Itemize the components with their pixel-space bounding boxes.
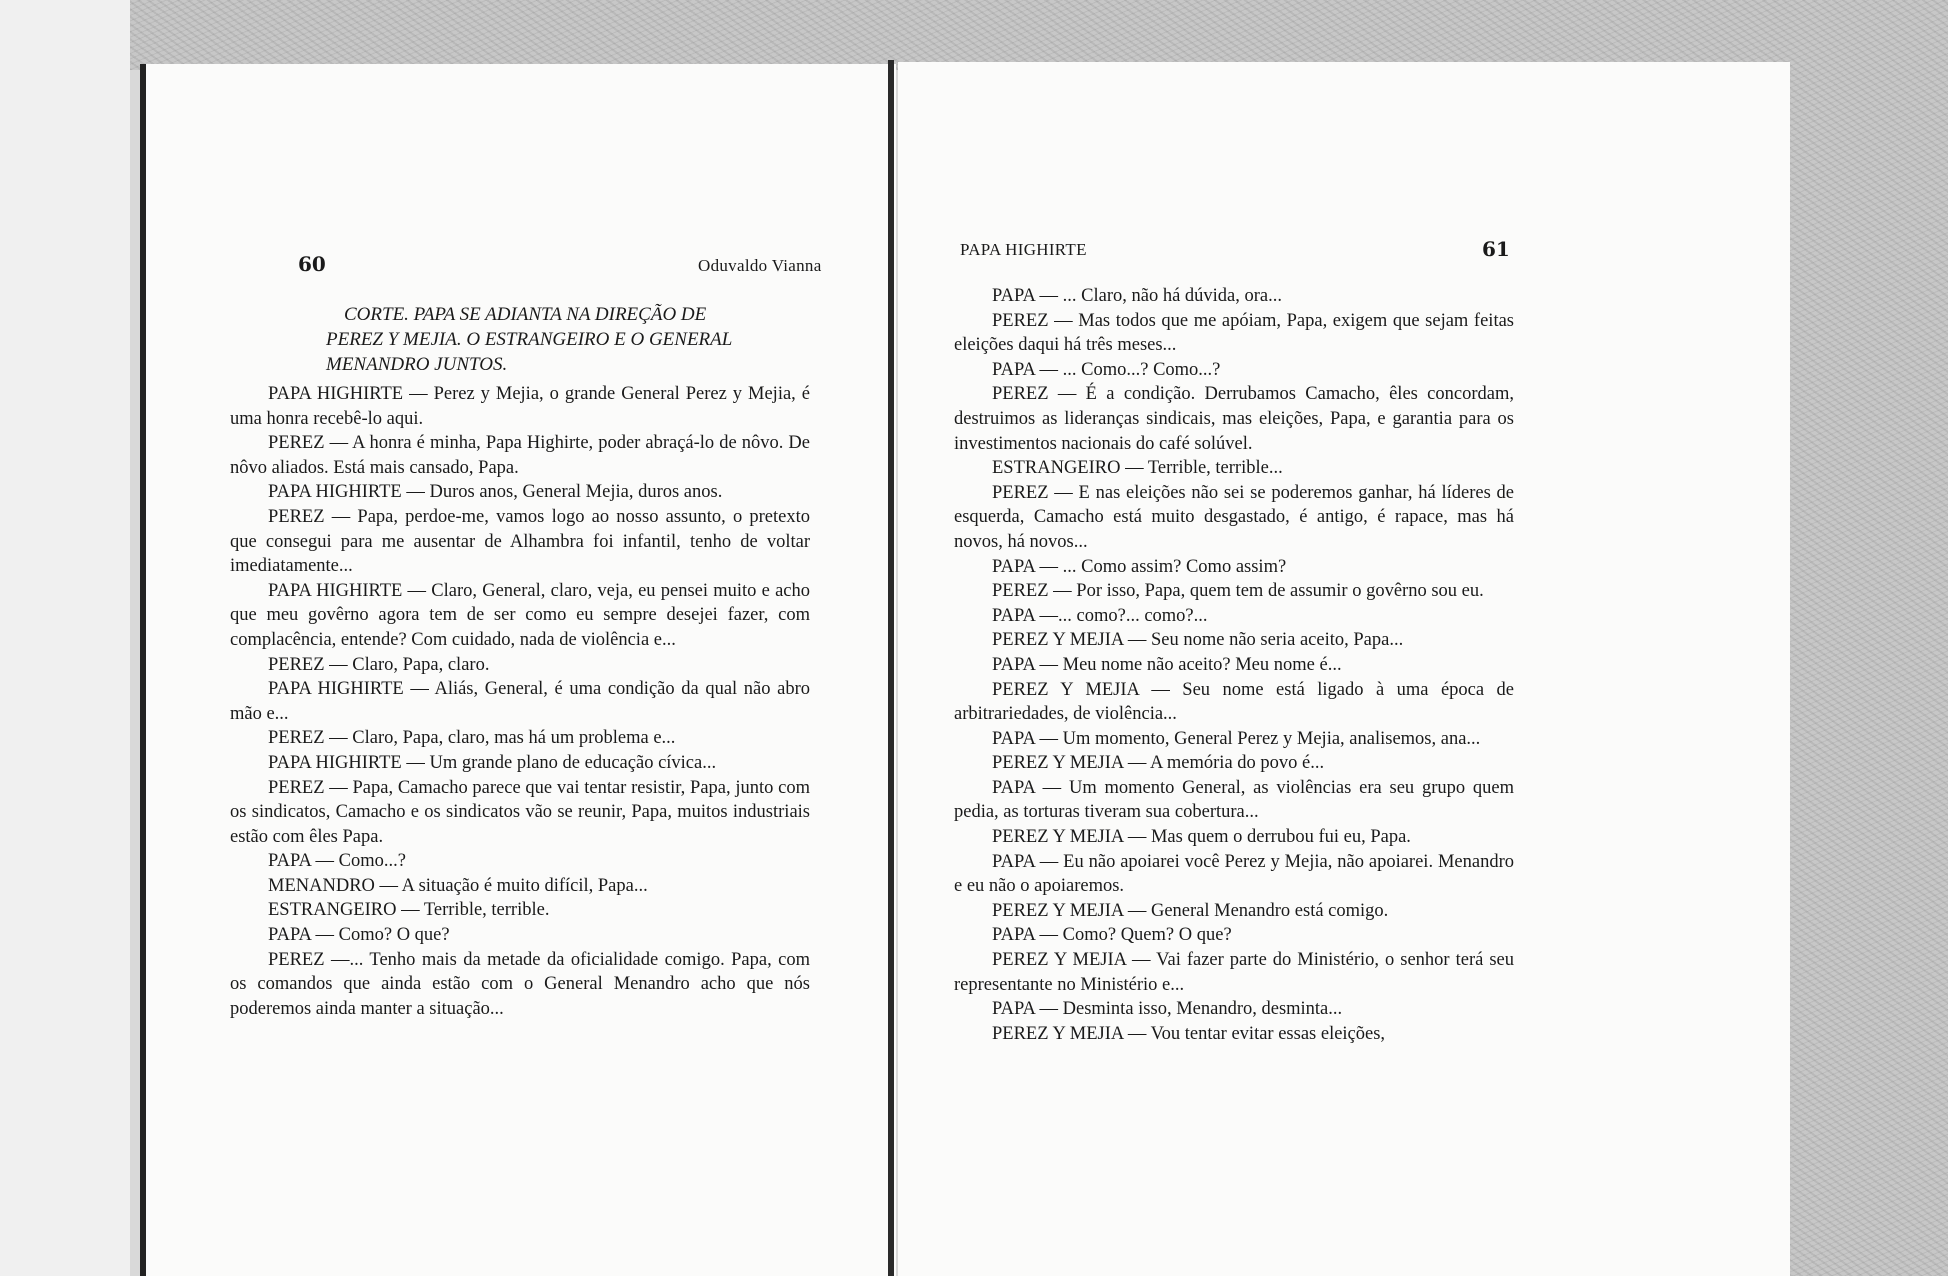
stage-line: MENANDRO JUNTOS. [326,354,508,375]
dialogue-paragraph: PEREZ — Papa, perdoe-me, vamos logo ao nosso assunto, o pretexto que consegui para me ausentar de Alhambra foi infantil, tenho de voltar imediatamente... [230,506,810,577]
dialogue-paragraph: PAPA — Meu nome não aceito? Meu nome é... [992,654,1342,675]
dialogue-paragraph: PEREZ Y MEJIA — Seu nome está ligado à uma época de arbitrariedades, de violência... [954,679,1514,725]
dialogue-paragraph: ESTRANGEIRO — Terrible, terrible... [992,458,1283,479]
right-running-head: PAPA HIGHIRTE [960,240,1087,259]
left-running-head: Oduvaldo Vianna [698,256,822,275]
dialogue-paragraph: PEREZ — A honra é minha, Papa Highirte, poder abraçá-lo de nôvo. De nôvo aliados. Está mais cansado, Papa. [230,433,810,478]
scan-noise-right [1790,0,1948,1276]
dialogue-paragraph: PAPA — Como...? [268,851,406,872]
dialogue-paragraph: PEREZ —... Tenho mais da metade da oficialidade comigo. Papa, com os comandos que ainda estão com o General Menandro acho que nós poderemos ainda manter a situação... [230,949,810,1019]
dialogue-paragraph: PAPA — ... Claro, não há dúvida, ora... [992,286,1283,306]
dialogue-paragraph: MENANDRO — A situação é muito difícil, Papa... [268,875,648,896]
dialogue-paragraph: PAPA — Desminta isso, Menandro, desminta... [992,999,1343,1020]
left-page-number: 60 [298,252,326,276]
dialogue-paragraph: PAPA — ... Como assim? Como assim? [992,556,1287,577]
dialogue-paragraph: PEREZ — Por isso, Papa, quem tem de assumir o govêrno sou eu. [992,581,1484,602]
dialogue-paragraph: PAPA HIGHIRTE — Perez y Mejia, o grande General Perez y Mejia, é uma honra recebê-lo aqui. [230,384,810,429]
dialogue-paragraph: PAPA HIGHIRTE — Duros anos, General Mejia, duros anos. [268,482,723,503]
left-page [140,64,896,1276]
right-page [898,62,1790,1276]
dialogue-paragraph: PEREZ Y MEJIA — Mas quem o derrubou fui eu, Papa. [992,827,1411,848]
dialogue-paragraph: PEREZ Y MEJIA — A memória do povo é... [992,753,1325,774]
dialogue-paragraph: PAPA — Como? O que? [268,925,450,946]
right-page-dialogue [954,284,1514,1046]
dialogue-paragraph: PEREZ Y MEJIA — Vai fazer parte do Ministério, o senhor terá seu representante no Ministério e... [954,950,1514,995]
dialogue-paragraph: PAPA HIGHIRTE — Um grande plano de educação cívica... [268,752,717,773]
dialogue-paragraph: ESTRANGEIRO — Terrible, terrible. [268,900,550,921]
dialogue-paragraph: PAPA HIGHIRTE — Claro, General, claro, veja, eu pensei muito e acho que meu govêrno agora tem de ser como eu sempre desejei fazer, com complacência, entende? Com cuidado, nada de violência e... [230,580,810,650]
left-page-dialogue [230,382,810,1021]
dialogue-paragraph: PEREZ — Mas todos que me apóiam, Papa, exigem que sejam feitas eleições daqui há três meses... [954,310,1514,356]
right-page-number: 61 [1482,237,1510,261]
dialogue-paragraph: PAPA — ... Como...? Como...? [992,359,1221,380]
dialogue-paragraph: PAPA — Um momento, General Perez y Mejia, analisemos, ana... [992,728,1481,749]
dialogue-paragraph: PAPA — Eu não apoiarei você Perez y Mejia, não apoiarei. Menandro e eu não o apoiaremos. [954,851,1514,897]
dialogue-paragraph: PAPA — Como? Quem? O que? [992,925,1232,946]
dialogue-paragraph: PAPA — Um momento General, as violências era seu grupo quem pedia, as torturas tiveram sua cobertura... [954,777,1514,823]
dialogue-paragraph: PEREZ — Papa, Camacho parece que vai tentar resistir, Papa, junto com os sindicatos, Camacho e os sindicatos vão se reunir, Papa, muitos industriais estão com êles Papa. [230,777,810,847]
stage-direction [326,302,866,377]
dialogue-paragraph: PEREZ Y MEJIA — Vou tentar evitar essas eleições, [992,1023,1386,1044]
dialogue-paragraph: PEREZ — Claro, Papa, claro. [268,654,490,675]
dialogue-paragraph: PAPA —... como?... como?... [992,605,1208,626]
dialogue-paragraph: PEREZ — Claro, Papa, claro, mas há um problema e... [268,728,676,749]
scan-margin-left [0,0,130,1276]
book-spine [888,60,894,1276]
dialogue-paragraph: PEREZ — É a condição. Derrubamos Camacho, êles concordam, destruimos as lideranças sindicais, mas eleições, Papa, e garantia para os investimentos nacionais do café solúvel. [954,384,1514,454]
scan-noise-top [0,0,1948,70]
stage-line: PEREZ Y MEJIA. O ESTRANGEIRO E O GENERAL [326,329,733,350]
dialogue-paragraph: PEREZ — E nas eleições não sei se poderemos ganhar, há líderes de esquerda, Camacho está muito desgastado, é antigo, é rapace, mas há novos, há novos... [954,482,1514,552]
stage-line: CORTE. PAPA SE ADIANTA NA DIREÇÃO DE [344,304,707,325]
dialogue-paragraph: PEREZ Y MEJIA — General Menandro está comigo. [992,900,1389,921]
dialogue-paragraph: PEREZ Y MEJIA — Seu nome não seria aceito, Papa... [992,630,1404,651]
dialogue-paragraph: PAPA HIGHIRTE — Aliás, General, é uma condição da qual não abro mão e... [230,679,810,724]
